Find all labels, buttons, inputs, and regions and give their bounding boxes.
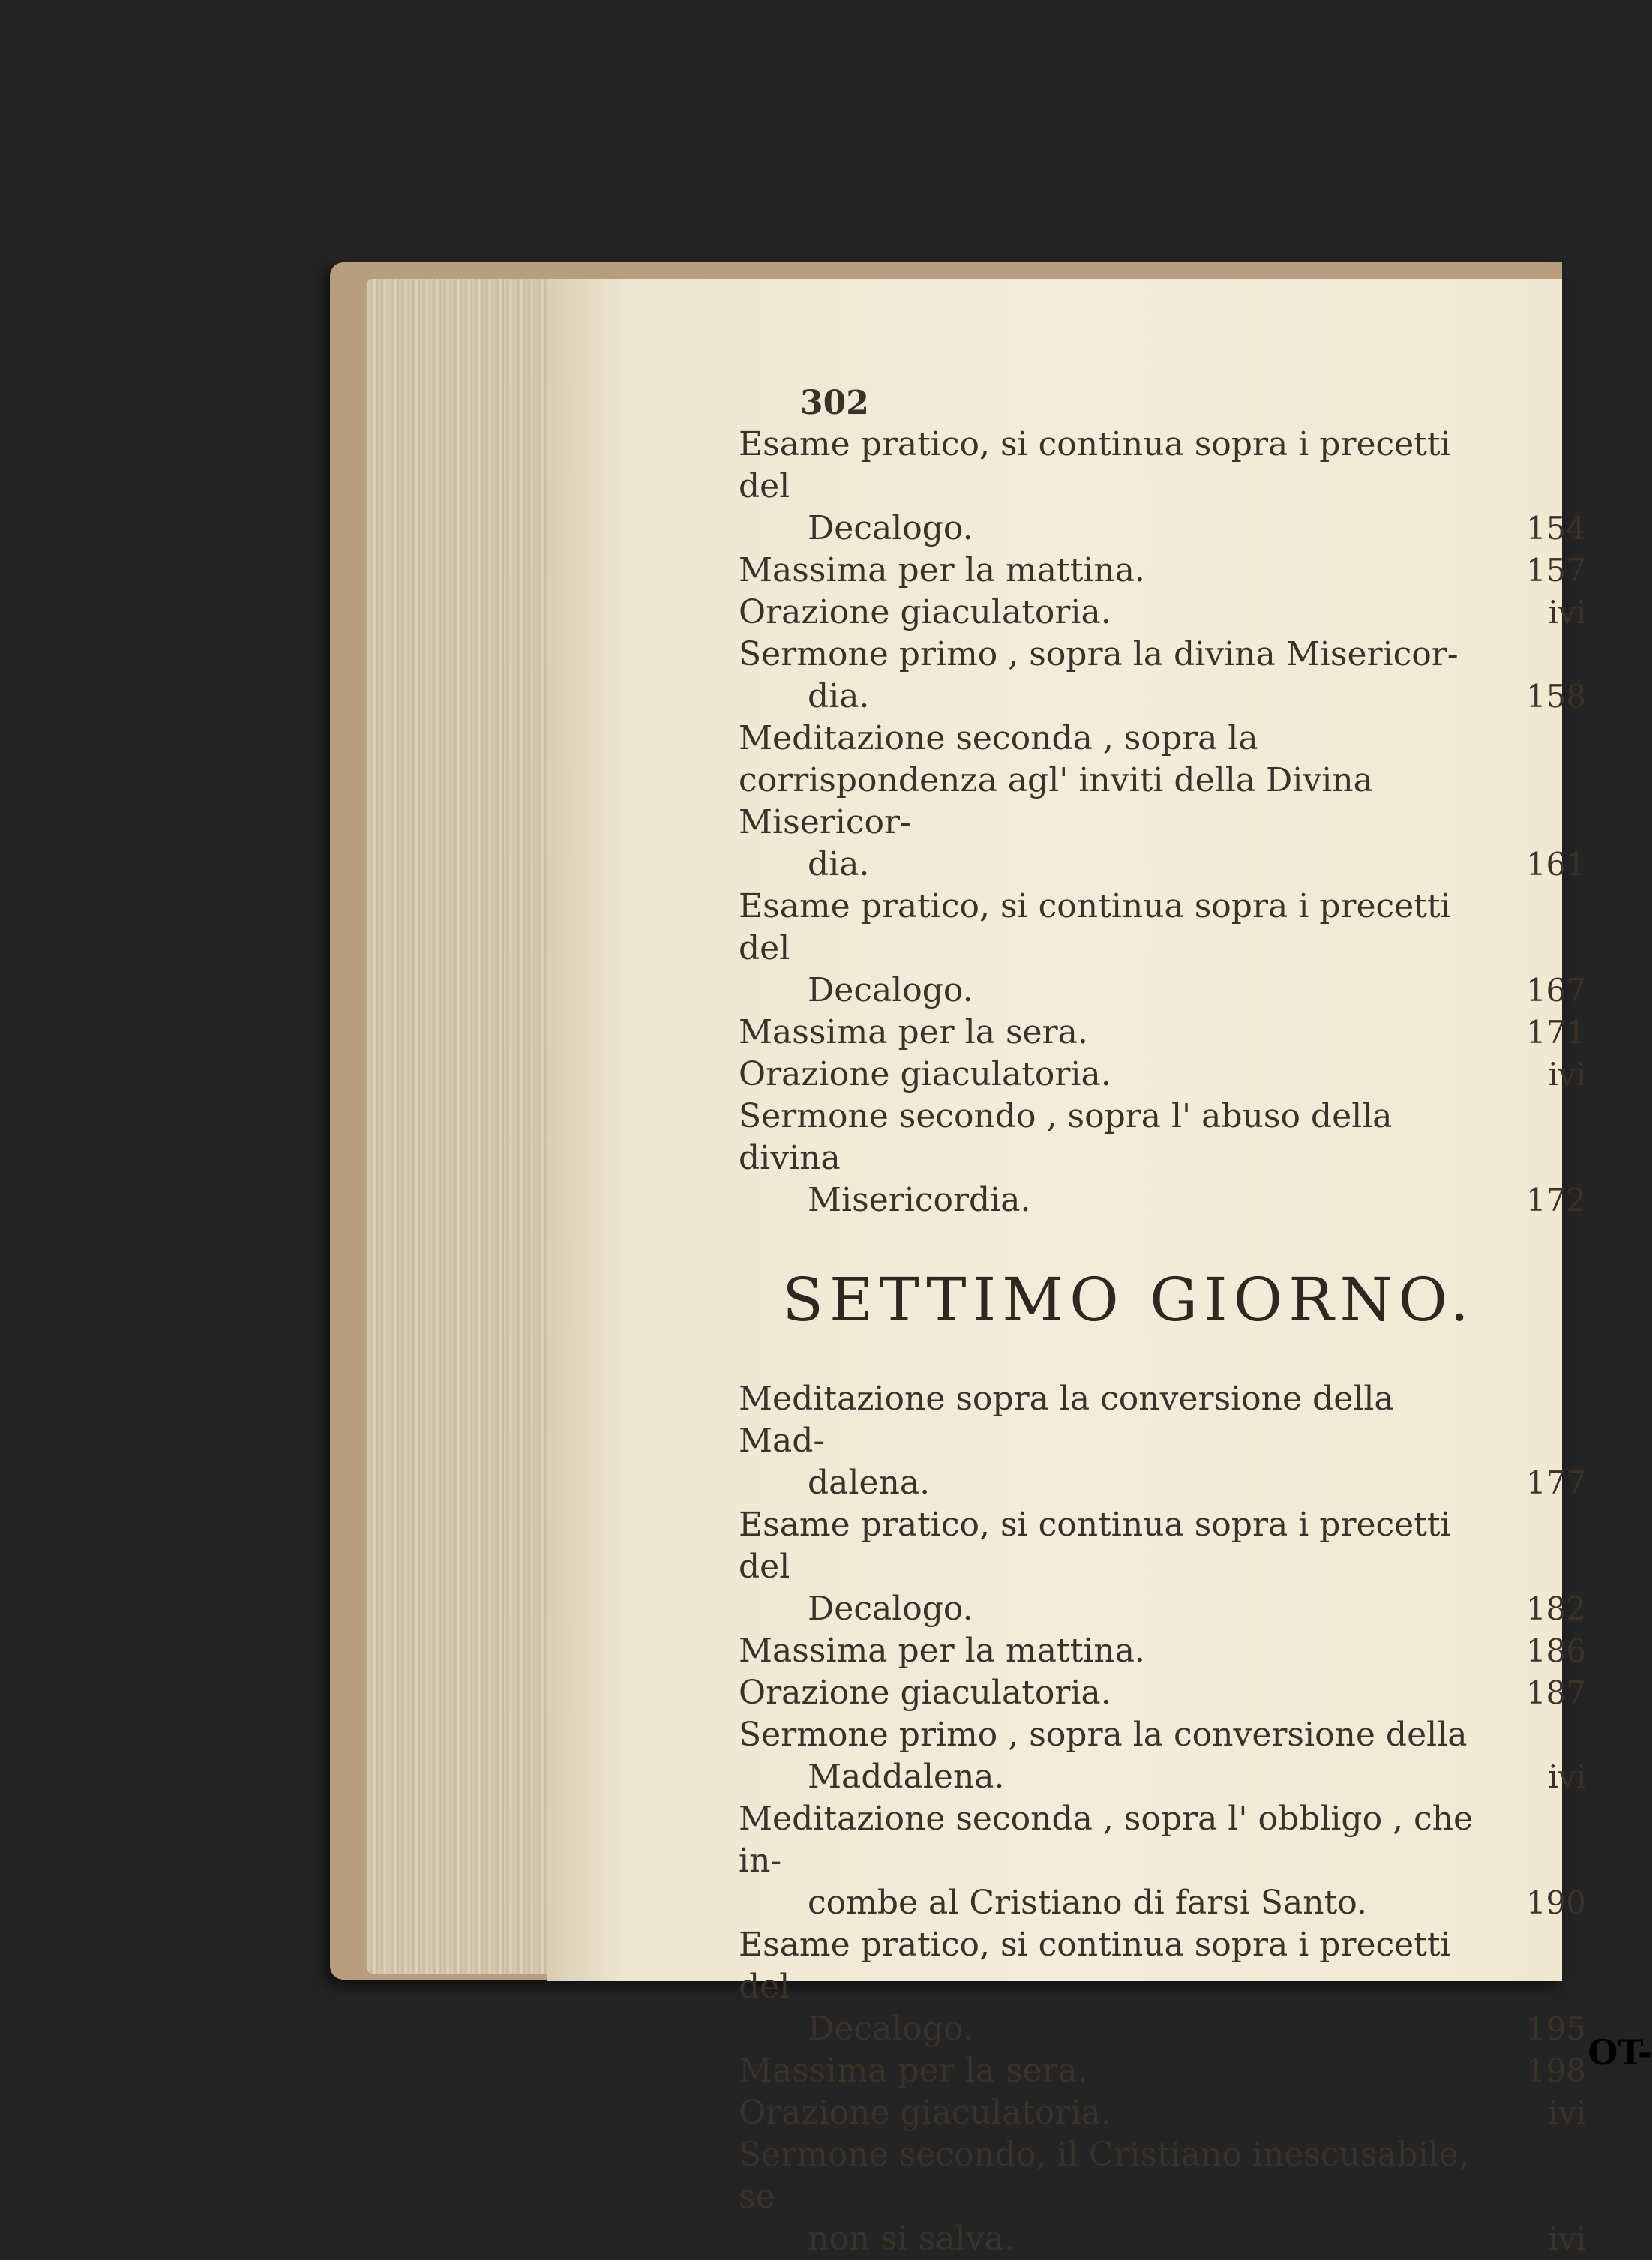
entry-line: combe al Cristiano di farsi Santo. bbox=[808, 1884, 1368, 1922]
entry-list-before bbox=[739, 424, 1586, 1221]
entry-line: Decalogo. bbox=[808, 1590, 973, 1628]
entry-line: Maddalena. bbox=[808, 1758, 1005, 1796]
entry-page-number: 195 bbox=[1525, 2010, 1586, 2047]
entry-line: Meditazione seconda , sopra l' obbligo , che in- bbox=[739, 1800, 1474, 1880]
entry-title bbox=[739, 718, 1489, 886]
entry-title bbox=[739, 1798, 1489, 1924]
entry-page-number: ivi bbox=[1548, 1056, 1586, 1093]
entry-line: Massima per la sera. bbox=[739, 1013, 1088, 1051]
index-entry bbox=[739, 1924, 1586, 2050]
entry-page-number: 182 bbox=[1525, 1590, 1586, 1627]
entry-title bbox=[739, 1378, 1489, 1504]
index-entry bbox=[739, 1714, 1586, 1798]
entry-line: Orazione giaculatoria. bbox=[739, 1674, 1111, 1712]
entry-title bbox=[739, 424, 1489, 550]
entry-line: Esame pratico, si continua sopra i precetti del bbox=[739, 1926, 1451, 2006]
entry-title bbox=[739, 634, 1489, 718]
entry-page-number: 154 bbox=[1525, 510, 1586, 547]
entry-line: non si salva. bbox=[808, 2220, 1015, 2258]
entry-line: Decalogo. bbox=[808, 2010, 973, 2048]
entry-line: Massima per la mattina. bbox=[739, 1632, 1145, 1670]
entry-line: Decalogo. bbox=[808, 509, 973, 547]
section-heading: SETTIMO GIORNO. bbox=[782, 1265, 1475, 1335]
entry-page-number: 187 bbox=[1525, 1674, 1586, 1711]
entry-line: Misericordia. bbox=[808, 1181, 1031, 1219]
catchword: OT- bbox=[1588, 2032, 1652, 2073]
entry-title bbox=[739, 550, 1489, 592]
entry-title bbox=[739, 1504, 1489, 1630]
entry-line: Orazione giaculatoria. bbox=[739, 593, 1111, 631]
entry-title bbox=[739, 1630, 1489, 1672]
index-entry bbox=[739, 886, 1586, 1012]
index-entry bbox=[739, 1630, 1586, 1672]
entry-page-number: 171 bbox=[1525, 1014, 1586, 1051]
entry-page-number: 157 bbox=[1525, 552, 1586, 589]
book-page bbox=[547, 279, 1652, 2258]
entry-line: Esame pratico, si continua sopra i precetti del bbox=[739, 1506, 1451, 1586]
index-entry bbox=[739, 1012, 1586, 1054]
entry-line: Massima per la mattina. bbox=[739, 551, 1145, 589]
index-content bbox=[739, 384, 1586, 2260]
entry-title bbox=[739, 886, 1489, 1012]
entry-title bbox=[739, 2092, 1489, 2134]
entry-title bbox=[739, 1924, 1489, 2050]
entry-title bbox=[739, 2050, 1489, 2092]
entry-page-number: 198 bbox=[1525, 2052, 1586, 2089]
entry-page-number: ivi bbox=[1548, 2094, 1586, 2131]
entry-page-number: ivi bbox=[1548, 594, 1586, 631]
entry-line: dia. bbox=[808, 845, 870, 883]
entry-line: Massima per la sera. bbox=[739, 2052, 1088, 2090]
entry-page-number: 177 bbox=[1525, 1464, 1586, 1501]
index-entry bbox=[739, 2050, 1586, 2092]
index-entry bbox=[739, 2092, 1586, 2134]
entry-page-number: 158 bbox=[1525, 678, 1586, 715]
index-entry bbox=[739, 1672, 1586, 1714]
entry-line: Orazione giaculatoria. bbox=[739, 1055, 1111, 1093]
entry-line: Meditazione seconda , sopra la corrispondenza agl' inviti della Divina Misericor- bbox=[739, 719, 1373, 841]
entry-line: dia. bbox=[808, 677, 870, 715]
entry-line: Decalogo. bbox=[808, 971, 973, 1009]
entry-line: Sermone secondo, il Cristiano inescusabile, se bbox=[739, 2136, 1469, 2216]
index-entry bbox=[739, 550, 1586, 592]
entry-line: Sermone secondo , sopra l' abuso della divina bbox=[739, 1097, 1393, 1177]
entry-line: dalena. bbox=[808, 1464, 931, 1502]
entry-line: Sermone primo , sopra la divina Misericor- bbox=[739, 635, 1459, 673]
page-number: 302 bbox=[800, 384, 869, 422]
entry-title bbox=[739, 1012, 1489, 1054]
index-entry bbox=[739, 424, 1586, 550]
entry-title bbox=[739, 592, 1489, 634]
index-entry bbox=[739, 2134, 1586, 2260]
entry-page-number: ivi bbox=[1548, 2220, 1586, 2257]
entry-title bbox=[739, 1672, 1489, 1714]
entry-page-number: 161 bbox=[1525, 846, 1586, 883]
entry-line: Orazione giaculatoria. bbox=[739, 2094, 1111, 2132]
entry-page-number: 186 bbox=[1525, 1632, 1586, 1669]
entry-line: Esame pratico, si continua sopra i precetti del bbox=[739, 887, 1451, 967]
index-entry bbox=[739, 1054, 1586, 1096]
entry-page-number: 167 bbox=[1525, 972, 1586, 1009]
entry-title bbox=[739, 1714, 1489, 1798]
index-entry bbox=[739, 634, 1586, 718]
entry-title bbox=[739, 1096, 1489, 1221]
entry-line: Esame pratico, si continua sopra i precetti del bbox=[739, 425, 1451, 505]
entry-line: Meditazione sopra la conversione della Mad- bbox=[739, 1380, 1394, 1460]
index-entry bbox=[739, 1096, 1586, 1221]
index-entry bbox=[739, 1798, 1586, 1924]
entry-title bbox=[739, 1054, 1489, 1096]
page-edges bbox=[367, 279, 555, 1974]
entry-title bbox=[739, 2134, 1489, 2260]
index-entry bbox=[739, 1378, 1586, 1504]
entry-page-number: 190 bbox=[1525, 1884, 1586, 1921]
index-entry bbox=[739, 718, 1586, 886]
index-entry bbox=[739, 592, 1586, 634]
entry-page-number: 172 bbox=[1525, 1182, 1586, 1218]
entry-page-number: ivi bbox=[1548, 1758, 1586, 1795]
entry-list-after bbox=[739, 1378, 1586, 2260]
entry-line: Sermone primo , sopra la conversione della bbox=[739, 1716, 1468, 1754]
index-entry bbox=[739, 1504, 1586, 1630]
